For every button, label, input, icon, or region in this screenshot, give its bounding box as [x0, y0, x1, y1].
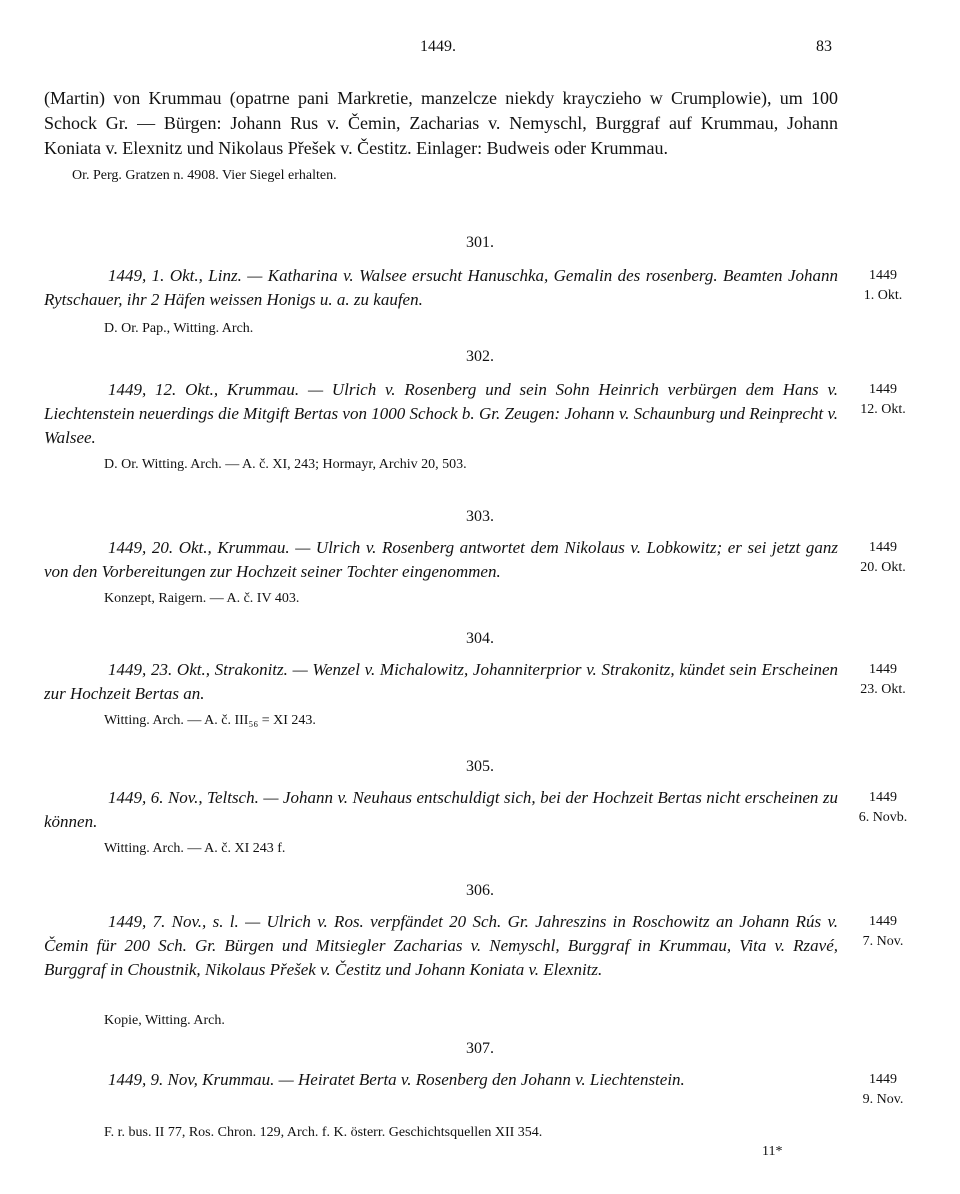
intro-text: (Martin) von Krummau (opatrne pani Markretie, manzelcze niekdy krayczieho w Crumplowie), um 100 Schock Gr. — Bürgen: Johann Rus v. Čemin, Zacharias v. Nemyschl, Burggraf auf Krummau, Johann Koniata v. Elexnitz und Nikolaus Přešek v. Čestitz. Einlager: Budweis oder Krummau. [44, 88, 838, 158]
entry-source: Konzept, Raigern. — A. č. IV 403. [104, 591, 300, 606]
entry-text: 1449, 12. Okt., Krummau. — Ulrich v. Rosenberg und sein Sohn Heinrich verbürgen dem Hans v. Liechtenstein neuerdings die Mitgift Bertas von 1000 Schock b. Gr. Zeugen: Johann v. Schaunburg und Reinprecht v. Walsee. [44, 380, 838, 447]
entry-number: 306. [466, 882, 494, 899]
entry-source: Witting. Arch. — A. č. III₅₆ = XI 243. [104, 713, 316, 728]
entry-date: 1449 6. Novb. [858, 790, 908, 825]
entry-text: 1449, 20. Okt., Krummau. — Ulrich v. Rosenberg antwortet dem Nikolaus v. Lobkowitz; er sei jetzt ganz von den Vorbereitungen zur Hochzeit seiner Tochter eingenommen. [44, 538, 838, 581]
entry-text: 1449, 23. Okt., Strakonitz. — Wenzel v. Michalowitz, Johanniterprior v. Strakonitz, kündet sein Erscheinen zur Hochzeit Bertas an. [44, 660, 838, 703]
page-year: 1449. [420, 38, 456, 55]
entry-date: 1449 23. Okt. [860, 662, 906, 697]
page-header [0, 38, 960, 62]
entry-date: 1449 12. Okt. [860, 382, 906, 417]
entry-date: 1449 9. Nov. [862, 1072, 904, 1107]
entry-date: 1449 7. Nov. [862, 914, 904, 949]
entry-text: 1449, 1. Okt., Linz. — Katharina v. Walsee ersucht Hanuschka, Gemalin des rosenberg. Beamten Johann Rytschauer, ihr 2 Häfen weissen Honigs u. a. zu kaufen. [44, 266, 838, 309]
entry-number: 305. [466, 758, 494, 775]
page-number: 83 [816, 38, 832, 55]
entry-number: 304. [466, 630, 494, 647]
entry-date: 1449 20. Okt. [860, 540, 906, 575]
entry-number: 303. [466, 508, 494, 525]
entry-source: Kopie, Witting. Arch. [104, 1013, 225, 1028]
signature-mark: 11* [762, 1144, 783, 1159]
intro-paragraph [44, 86, 838, 185]
entry-number: 307. [466, 1040, 494, 1057]
entry-source: Witting. Arch. — A. č. XI 243 f. [104, 841, 286, 856]
entry-text: 1449, 9. Nov, Krummau. — Heiratet Berta v. Rosenberg den Johann v. Liechtenstein. [108, 1070, 685, 1089]
intro-source: Or. Perg. Gratzen n. 4908. Vier Siegel erhalten. [72, 168, 337, 183]
entry-source: F. r. bus. II 77, Ros. Chron. 129, Arch. f. K. österr. Geschichtsquellen XII 354. [104, 1125, 543, 1140]
entry-source: D. Or. Witting. Arch. — A. č. XI, 243; Hormayr, Archiv 20, 503. [104, 457, 467, 472]
entry-source: D. Or. Pap., Witting. Arch. [104, 321, 254, 336]
entry-date: 1449 1. Okt. [863, 268, 903, 303]
entry-text: 1449, 7. Nov., s. l. — Ulrich v. Ros. verpfändet 20 Sch. Gr. Jahreszins in Roschowitz an Johann Rús v. Čemin für 200 Sch. Gr. Bürgen und Mitsiegler Zacharias v. Nemyschl, Burggraf in Krummau, Vita v. Rzavé, Burggraf in Choustnik, Nikolaus Přešek v. Čestitz und Johann Koniata v. Elexnitz. [44, 912, 838, 979]
entry-number: 302. [466, 348, 494, 365]
entry-number: 301. [466, 234, 494, 251]
entry-text: 1449, 6. Nov., Teltsch. — Johann v. Neuhaus entschuldigt sich, bei der Hochzeit Bertas nicht erscheinen zu können. [44, 788, 838, 831]
